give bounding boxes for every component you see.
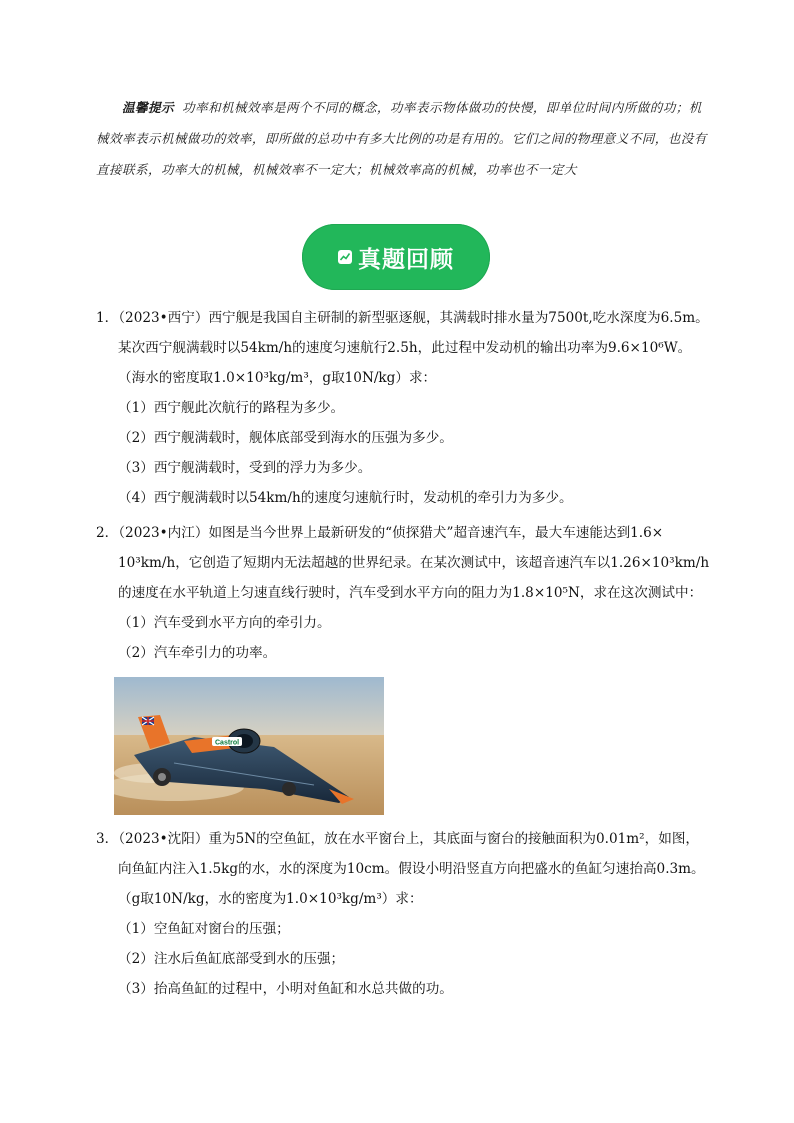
sub-question: （1）西宁舰此次航行的路程为多少。: [118, 400, 345, 416]
chart-icon: [338, 250, 352, 264]
question-text: 10³km/h，它创造了短期内无法超越的世界纪录。在某次测试中，该超音速汽车以1.26×10³km/h: [118, 555, 710, 571]
tip-paragraph: [96, 92, 708, 185]
question-text: 某次西宁舰满载时以54km/h的速度匀速航行2.5h，此过程中发动机的输出功率为9.6×10⁶W。: [118, 340, 692, 356]
question-1: [96, 303, 736, 513]
question-1-line-1: [96, 303, 736, 333]
sub-question: （3）抬高鱼缸的过程中，小明对鱼缸和水总共做的功。: [118, 981, 453, 997]
car-decal: Castrol: [215, 739, 240, 747]
question-2: [96, 518, 736, 668]
question-text: 重为5N的空鱼缸，放在水平窗台上，其底面与窗台的接触面积为0.01m²，如图，: [208, 831, 700, 847]
question-number: 3．: [96, 831, 119, 847]
question-text: 的速度在水平轨道上匀速直线行驶时，汽车受到水平方向的阻力为1.8×10⁵N，求在这次测试中：: [118, 585, 703, 601]
question-number: 2．: [96, 525, 119, 541]
tip-label: 温馨提示: [122, 100, 174, 115]
question-source: （2023•沈阳）: [118, 831, 209, 847]
tip-text: 功率和机械效率是两个不同的概念，功率表示物体做功的快慢，即单位时间内所做的功；机械效率表示机械做功的效率，即所做的总功中有多大比例的功是有用的。它们之间的物理意义不同，也没有直接联系，功率大的机械，机械效率不一定大；机械效率高的机械，功率也不一定大: [96, 100, 707, 177]
sub-question: （2）西宁舰满载时，舰体底部受到海水的压强为多少。: [118, 430, 453, 446]
sub-question: （4）西宁舰满载时以54km/h的速度匀速航行时，发动机的牵引力为多少。: [118, 490, 573, 506]
sub-question: （3）西宁舰满载时，受到的浮力为多少。: [118, 460, 372, 476]
question-text: 向鱼缸内注入1.5kg的水，水的深度为10cm。假设小明沿竖直方向把盛水的鱼缸匀速抬高0.3m。: [118, 861, 705, 877]
section-banner: [302, 224, 490, 290]
sub-question: （2）注水后鱼缸底部受到水的压强；: [118, 951, 345, 967]
question-number: 1．: [96, 310, 119, 326]
question-text: 西宁舰是我国自主研制的新型驱逐舰，其满载时排水量为7500t,吃水深度为6.5m。: [208, 310, 709, 326]
sub-question: （1）汽车受到水平方向的牵引力。: [118, 615, 331, 631]
question-source: （2023•内江）: [118, 525, 209, 541]
question-3: [96, 824, 736, 1004]
question-text: （海水的密度取1.0×10³kg/m³，g取10N/kg）求：: [118, 370, 437, 386]
question-text: （g取10N/kg，水的密度为1.0×10³kg/m³）求：: [118, 891, 423, 907]
question-3-line-1: [96, 824, 736, 854]
sub-question: （2）汽车牵引力的功率。: [118, 645, 277, 661]
sub-question: （1）空鱼缸对窗台的压强；: [118, 921, 290, 937]
question-text: 如图是当今世界上最新研发的“侦探猎犬”超音速汽车，最大车速能达到1.6×: [208, 525, 664, 541]
question-2-line-1: [96, 518, 736, 548]
question-source: （2023•西宁）: [118, 310, 209, 326]
banner-title: 真题回顾: [358, 246, 454, 273]
supersonic-car-photo: [114, 677, 384, 815]
